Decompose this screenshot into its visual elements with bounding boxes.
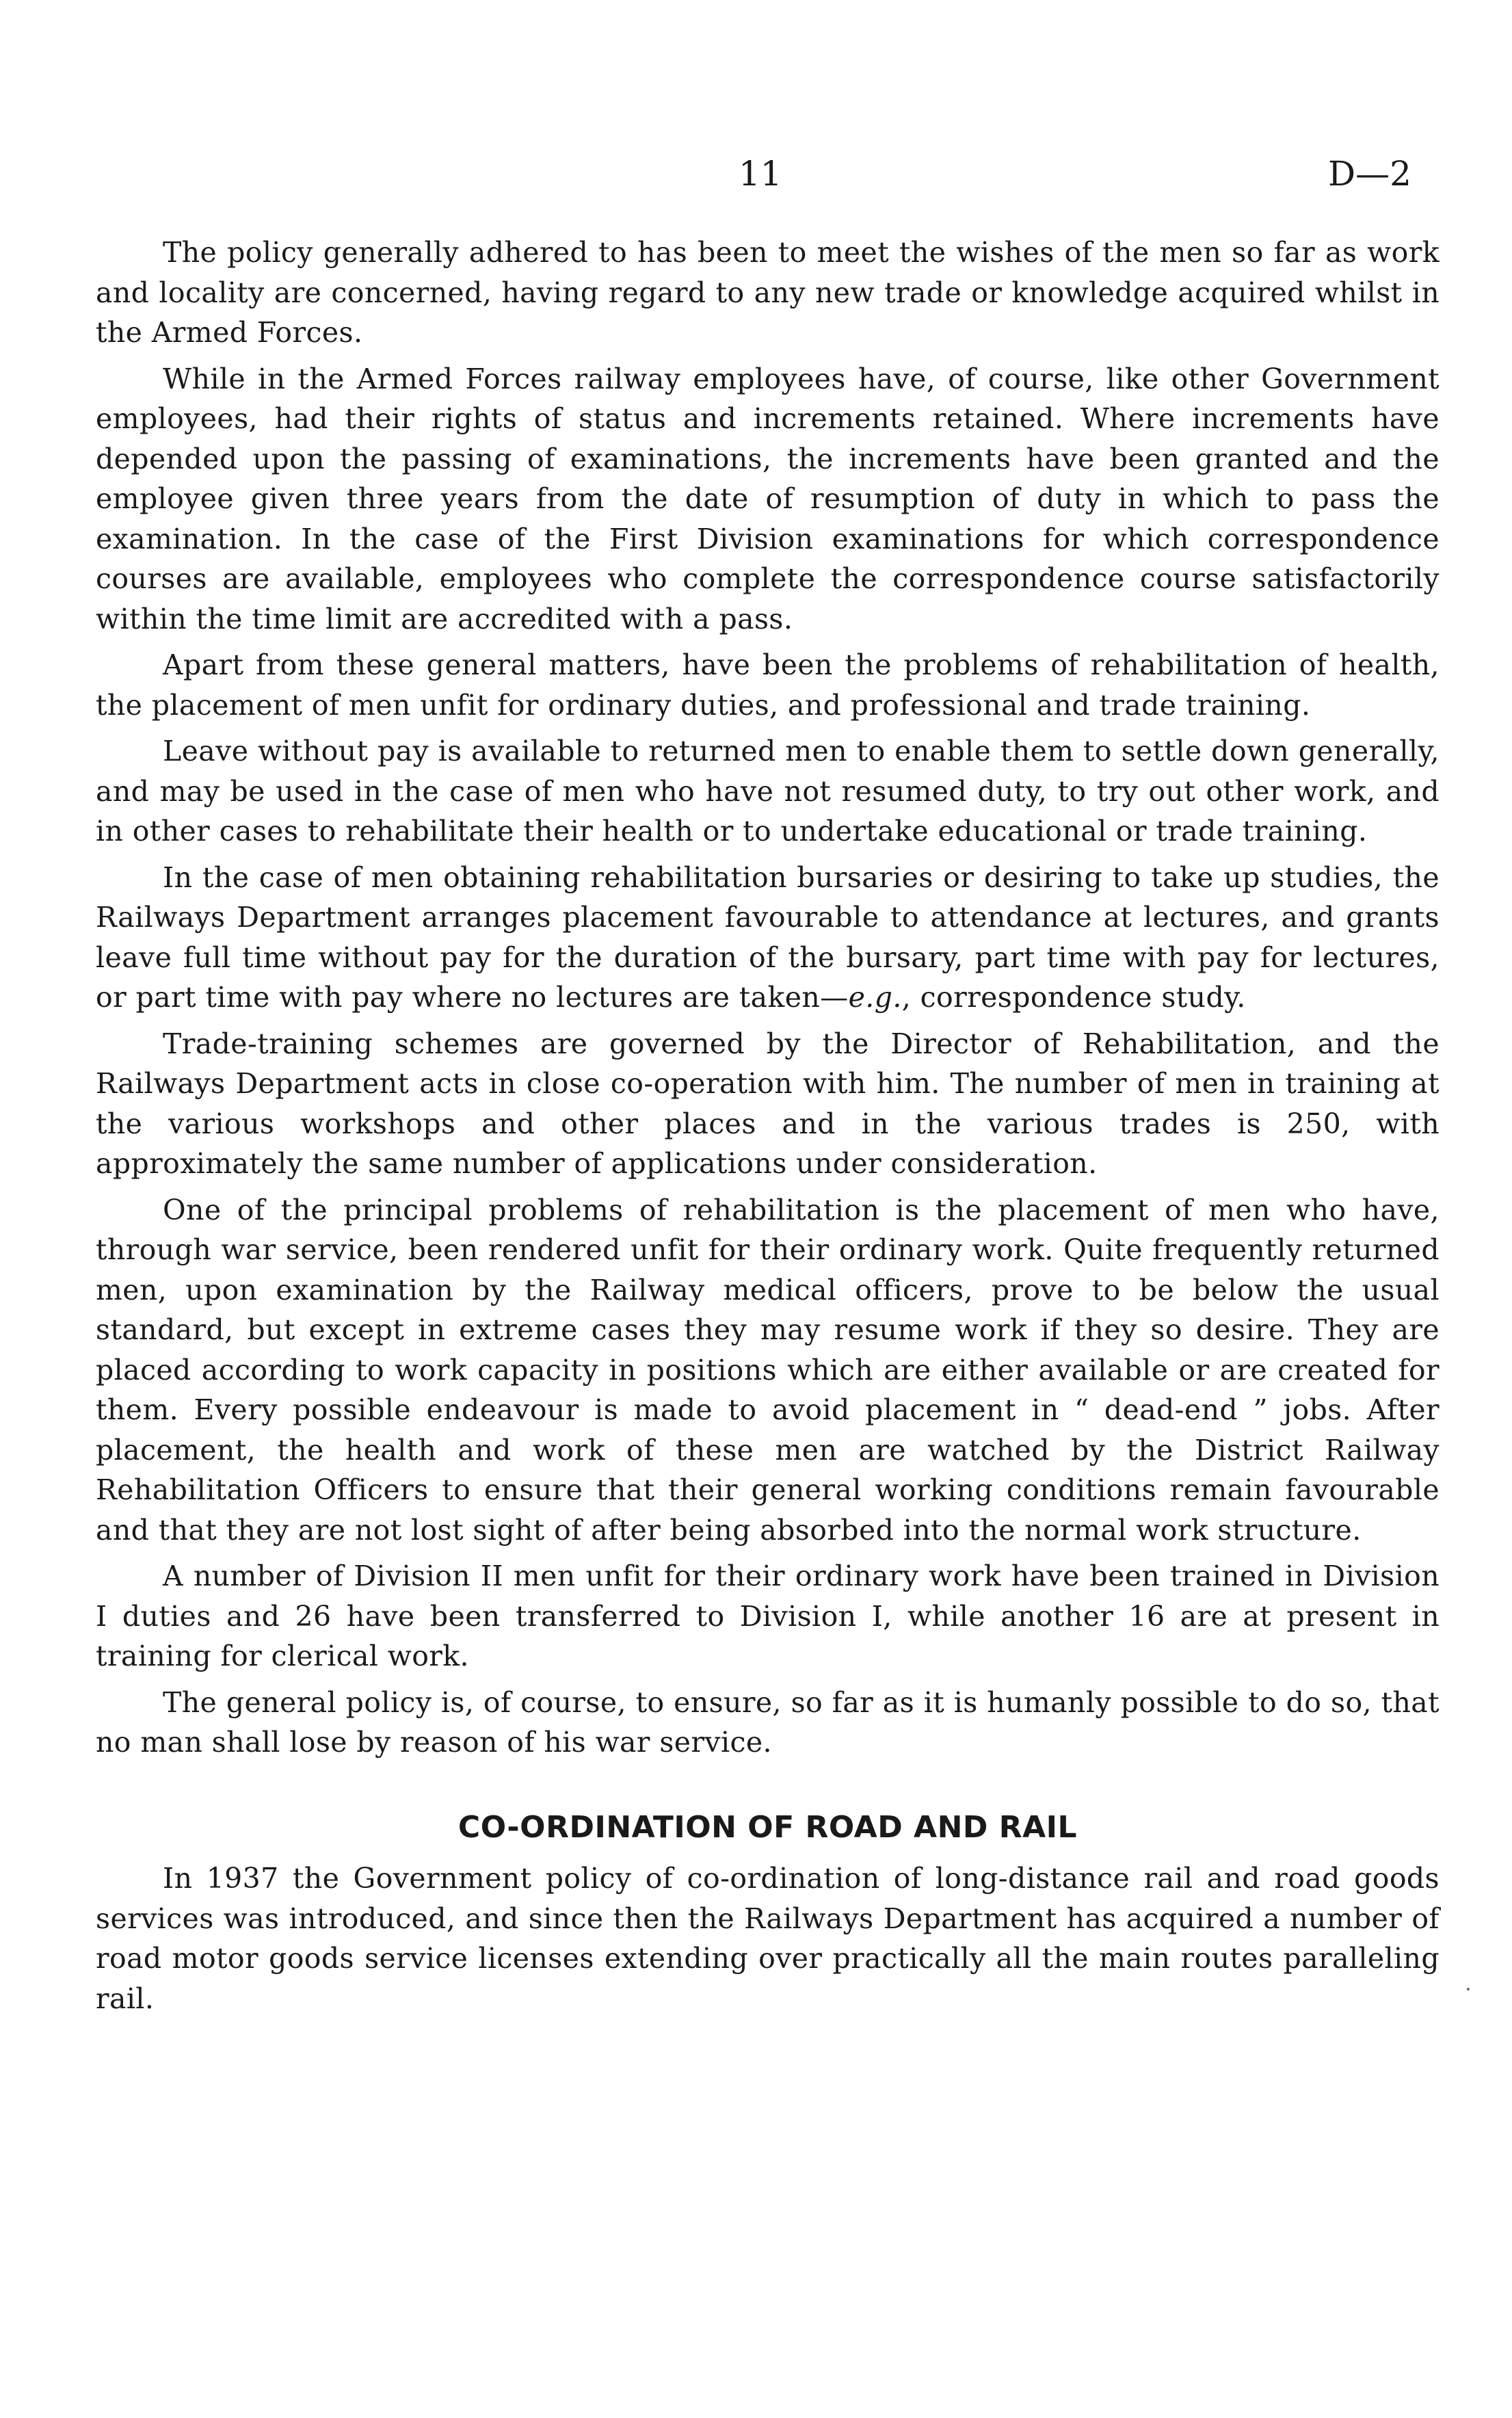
section-heading: CO-ORDINATION OF ROAD AND RAIL <box>457 1809 1078 1845</box>
bursaries-eg: e.g. <box>848 981 902 1014</box>
paragraph-division-ii: A number of Division II men unfit for their ordinary work have been trained in Division I duties and 26 have been transferred to Division I, while another 16 are at present in training for clerical work. <box>96 1560 1440 1672</box>
paragraph-placement-problems: One of the principal problems of rehabilitation is the placement of men who have, through war service, been rendered unfit for their ordinary work. Quite frequently returned men, upon examination by the Railway medical officers, prove to be below the usual standard, but except in extreme cases they may resume work if they so desire. They are placed according to work capacity in positions which are either available or are created for them. Every possible endeavour is made to avoid placement in “ dead-end ” jobs. After placement, the health and work of these men are watched by the District Railway Rehabilitation Officers to ensure that their general working conditions remain favourable and that they are not lost sight of after being absorbed into the normal work structure. <box>96 1193 1440 1547</box>
paragraph-trade-training: Trade-training schemes are governed by the Director of Rehabilitation, and the Railways Department acts in close co-operation with him. The number of men in training at the various workshops and other places and in the various trades is 250, with approximately the same number of applications under consideration. <box>96 1027 1440 1180</box>
scan-speck <box>1467 1988 1470 1990</box>
document-code: D—2 <box>1328 154 1411 194</box>
paragraph-general-matters: Apart from these general matters, have been the problems of rehabilitation of health, the placement of men unfit for ordinary duties, and professional and trade training. <box>96 648 1440 722</box>
body-text <box>96 233 1440 2025</box>
bursaries-text-before: In the case of men obtaining rehabilitation bursaries or desiring to take up studies, the Railways Department arranges placement favourable to attendance at lectures, and grants leave full time without pay for the duration of the bursary, part time with pay for lectures, or part time with pay where no lectures are taken— <box>96 860 1440 1014</box>
page-number: 11 <box>739 154 782 194</box>
paragraph-general-policy: The general policy is, of course, to ensure, so far as it is humanly possible to do so, that no man shall lose by reason of his war service. <box>96 1685 1440 1759</box>
paragraph-armed-forces-rights: While in the Armed Forces railway employees have, of course, like other Government employees, had their rights of status and increments retained. Where increments have depended upon the passing of examinations, the increments have been granted and the employee given three years from the date of resumption of duty in which to pass the examination. In the case of the First Division examinations for which correspondence courses are available, employees who complete the correspondence course satisfactorily within the time limit are accredited with a pass. <box>96 362 1440 635</box>
bursaries-text-after: , correspondence study. <box>901 981 1246 1014</box>
paragraph-policy: The policy generally adhered to has been to meet the wishes of the men so far as work and locality are concerned, having regard to any new trade or knowledge acquired whilst in the Armed Forces. <box>96 236 1440 349</box>
paragraph-road-and-rail: In 1937 the Government policy of co-ordination of long-distance rail and road goods services was introduced, and since then the Railways Department has acquired a number of road motor goods service licenses extending over practically all the main routes paralleling rail. <box>96 1862 1440 2015</box>
paragraph-leave-without-pay: Leave without pay is available to returned men to enable them to settle down generally, and may be used in the case of men who have not resumed duty, to try out other work, and in other cases to rehabilitate their health or to undertake educational or trade training. <box>96 735 1440 847</box>
page-header <box>0 154 1512 202</box>
paragraph-bursaries <box>96 858 1440 1018</box>
